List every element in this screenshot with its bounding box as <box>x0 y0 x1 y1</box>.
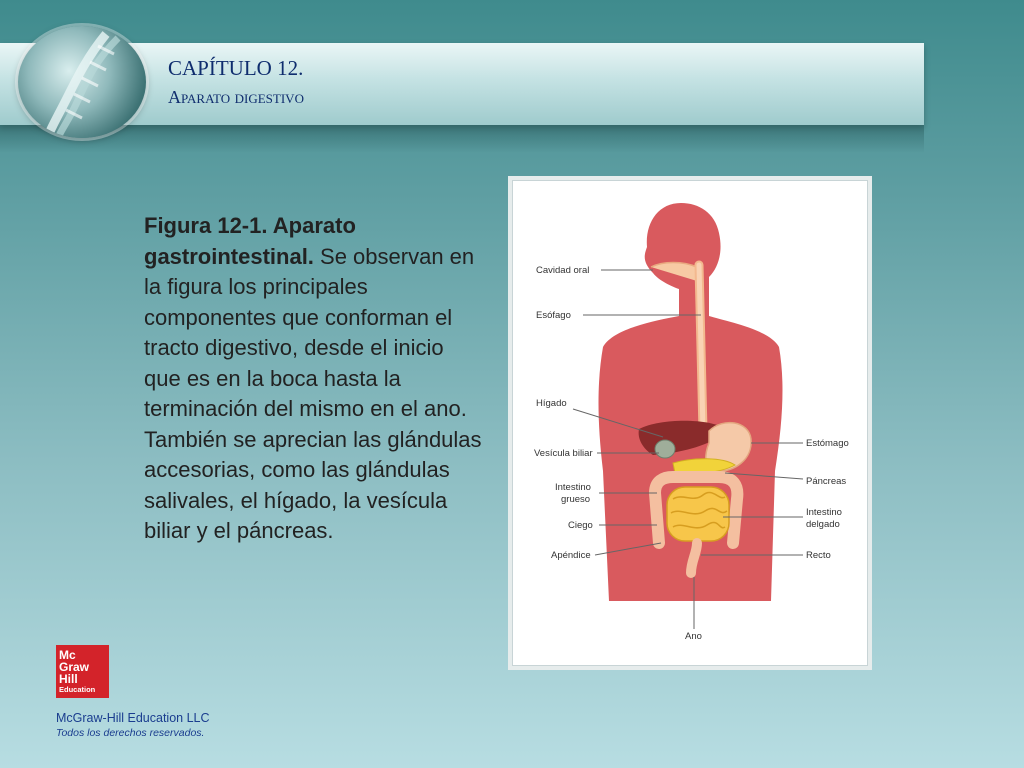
header-shadow <box>0 125 924 153</box>
footer-company: McGraw-Hill Education LLC <box>56 711 210 725</box>
label-ano: Ano <box>685 631 702 642</box>
dna-orb-image <box>18 26 146 138</box>
rectum <box>691 543 697 573</box>
mcgraw-hill-logo <box>56 645 109 698</box>
label-cavidad-oral: Cavidad oral <box>536 265 590 276</box>
label-intestino-delgado-1: Intestino <box>806 507 842 518</box>
chapter-title: CAPÍTULO 12. <box>168 56 304 80</box>
logo-line-4: Education <box>59 685 96 694</box>
caption-body: Se observan en la figura los principales componentes que conforman el tracto digestivo, desde el inicio que es en la boca hasta la terminación del mismo en el ano. También se aprecian las glándulas accesorias, como las glándulas salivales, el hígado, la vesícula biliar y el páncreas. <box>144 243 482 543</box>
label-vesicula-biliar: Vesícula biliar <box>534 448 593 459</box>
label-intestino-grueso-1: Intestino <box>555 482 591 493</box>
gallbladder <box>655 440 675 458</box>
logo-line-1: Mc <box>59 648 76 662</box>
dna-strand-icon <box>18 26 146 138</box>
footer-rights: Todos los derechos reservados. <box>56 727 205 739</box>
label-apendice: Apéndice <box>551 550 591 561</box>
label-esofago: Esófago <box>536 310 571 321</box>
caption-title: Figura 12-1. Aparato gastrointestinal. <box>144 213 356 269</box>
label-intestino-grueso-2: grueso <box>561 494 591 505</box>
label-intestino-delgado-2: delgado <box>806 519 840 530</box>
label-higado: Hígado <box>536 398 567 409</box>
digestive-system-illustration <box>513 181 867 665</box>
label-pancreas: Páncreas <box>806 476 847 487</box>
chapter-subtitle: Aparato digestivo <box>168 87 304 107</box>
label-estomago: Estómago <box>806 438 849 449</box>
label-recto: Recto <box>806 550 831 561</box>
anatomy-figure <box>512 180 868 666</box>
small-intestine <box>667 487 729 541</box>
logo-line-3: Hill <box>59 672 78 686</box>
label-ciego: Ciego <box>568 520 593 531</box>
figure-caption <box>144 211 484 547</box>
logo-line-2: Graw <box>59 660 90 674</box>
